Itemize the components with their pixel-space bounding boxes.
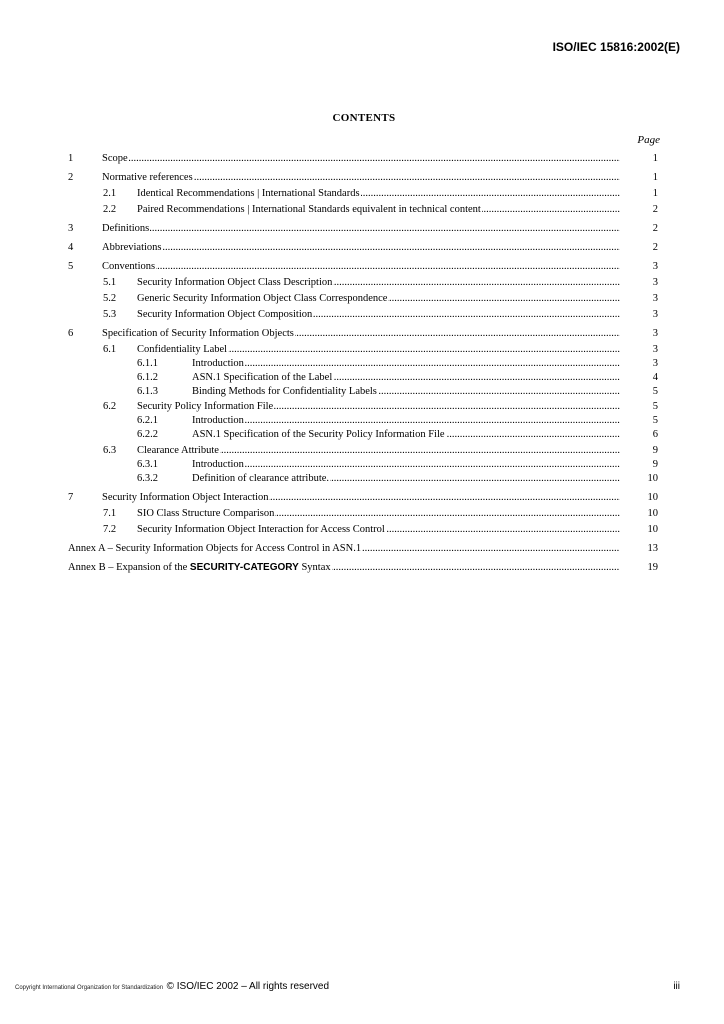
toc-entry-title: Annex B – Expansion of the SECURITY-CATEGORY Syntax	[68, 562, 331, 573]
toc-entry-page: 10	[647, 508, 658, 519]
toc-entry-number: 6	[68, 328, 74, 339]
toc-entry-leader	[137, 203, 620, 216]
toc-entry-leader	[192, 371, 620, 384]
toc-entry-page: 3	[652, 358, 658, 369]
toc-entry-leader	[137, 343, 620, 356]
toc-entry-title: SIO Class Structure Comparison	[137, 508, 275, 519]
footer-copyright-small: Copyright International Organization for Standardization	[15, 985, 164, 991]
toc-entry-leader	[192, 385, 620, 398]
toc-entry-number: 1	[68, 153, 74, 164]
toc-entry-page: 1	[652, 153, 658, 164]
toc-entry-page: 6	[652, 429, 658, 440]
toc-entry-leader	[102, 222, 620, 235]
toc-entry-number: 6.3	[103, 445, 117, 456]
toc-entry-leader	[192, 414, 620, 427]
toc-entry-page: 9	[652, 445, 658, 456]
toc-entry-page: 10	[647, 492, 658, 503]
toc-entry-title: ASN.1 Specification of the Security Policy Information File	[192, 429, 445, 440]
toc-entry[interactable]	[137, 458, 658, 471]
toc-entry[interactable]	[68, 222, 658, 235]
toc-entry-page: 3	[652, 309, 658, 320]
toc-entry-number: 7	[68, 492, 74, 503]
toc-entry[interactable]	[103, 203, 658, 216]
toc-entry-number: 2	[68, 172, 74, 183]
toc-entry-number: 6.1.3	[137, 386, 158, 397]
toc-entry-leader	[192, 472, 620, 485]
toc-entry-leader	[102, 491, 620, 504]
toc-entry[interactable]	[68, 152, 658, 165]
toc-entry[interactable]	[137, 428, 658, 441]
toc-entry[interactable]	[103, 523, 658, 536]
toc-entry-leader	[137, 523, 620, 536]
toc-entry-number: 5.1	[103, 277, 117, 288]
toc-entry-leader	[102, 152, 620, 165]
footer-copyright	[15, 981, 329, 992]
toc-entry[interactable]	[137, 472, 658, 485]
toc-entry[interactable]	[103, 444, 658, 457]
toc-entry-number: 3	[68, 223, 74, 234]
toc-entry-page: 1	[652, 188, 658, 199]
page-header-standard: ISO/IEC 15816:2002(E)	[552, 40, 680, 54]
toc-entry[interactable]	[68, 260, 658, 273]
toc-entry-title: Annex A – Security Information Objects for Access Control in ASN.1	[68, 543, 362, 554]
toc-entry-page: 3	[652, 328, 658, 339]
toc-entry-title: Security Information Object Interaction for Access Control	[137, 524, 385, 535]
toc-entry-page: 5	[652, 401, 658, 412]
toc-entry-page: 5	[652, 415, 658, 426]
footer-rights-reserved: © ISO/IEC 2002 – All rights reserved	[166, 981, 330, 992]
toc-entry-title: Normative references	[102, 172, 193, 183]
toc-entry-number: 6.3.2	[137, 473, 158, 484]
toc-entry-title: Paired Recommendations | International Standards equivalent in technical content	[137, 204, 481, 215]
toc-entry-code: SECURITY-CATEGORY	[189, 562, 299, 573]
toc-entry-page: 1	[652, 172, 658, 183]
toc-entry-page: 2	[652, 242, 658, 253]
toc-entry-page: 3	[652, 277, 658, 288]
toc-entry[interactable]	[68, 561, 658, 574]
toc-entry[interactable]	[68, 171, 658, 184]
toc-entry[interactable]	[68, 327, 658, 340]
toc-entry-title: Scope	[102, 153, 128, 164]
toc-entry-title: Security Information Object Interaction	[102, 492, 269, 503]
toc-entry-page: 10	[647, 524, 658, 535]
toc-entry-number: 6.1	[103, 344, 117, 355]
toc-entry[interactable]	[103, 276, 658, 289]
toc-entry-title: Security Information Object Class Description	[137, 277, 333, 288]
toc-entry[interactable]	[68, 241, 658, 254]
toc-entry-title: Identical Recommendations | International Standards	[137, 188, 360, 199]
toc-entry[interactable]	[68, 542, 658, 555]
toc-entry-leader	[192, 357, 620, 370]
toc-entry-number: 5.2	[103, 293, 117, 304]
toc-entry-leader	[137, 292, 620, 305]
toc-entry[interactable]	[68, 491, 658, 504]
toc-entry-title: Introduction	[192, 459, 244, 470]
toc-entry-leader	[137, 276, 620, 289]
toc-entry-number: 2.1	[103, 188, 117, 199]
toc-entry-number: 5.3	[103, 309, 117, 320]
toc-entry-number: 6.3.1	[137, 459, 158, 470]
toc-entry-number: 6.1.2	[137, 372, 158, 383]
toc-entry-title: Clearance Attribute	[137, 445, 219, 456]
toc-entry-leader	[102, 327, 620, 340]
toc-entry[interactable]	[103, 343, 658, 356]
toc-entry-page: 3	[652, 293, 658, 304]
toc-entry-leader	[137, 400, 620, 413]
toc-entry-number: 7.2	[103, 524, 117, 535]
toc-entry[interactable]	[103, 292, 658, 305]
toc-entry-leader	[192, 458, 620, 471]
toc-entry[interactable]	[137, 357, 658, 370]
toc-entry-number: 6.2	[103, 401, 117, 412]
toc-entry-page: 4	[652, 372, 658, 383]
toc-entry-number: 6.2.2	[137, 429, 158, 440]
toc-entry-title: Generic Security Information Object Class Correspondence	[137, 293, 388, 304]
toc-entry-number: 4	[68, 242, 74, 253]
toc-entry-title: Introduction	[192, 358, 244, 369]
page-column-label: Page	[637, 134, 660, 146]
contents-title: CONTENTS	[332, 112, 396, 124]
toc-entry-title: Binding Methods for Confidentiality Labels	[192, 386, 377, 397]
toc-entry[interactable]	[137, 414, 658, 427]
toc-entry[interactable]	[103, 187, 658, 200]
toc-entry-page: 9	[652, 459, 658, 470]
toc-entry[interactable]	[103, 308, 658, 321]
toc-entry-page: 13	[647, 543, 658, 554]
toc-entry-page: 2	[652, 223, 658, 234]
toc-entry-number: 6.1.1	[137, 358, 158, 369]
toc-entry-page: 2	[652, 204, 658, 215]
toc-entry[interactable]	[137, 371, 658, 384]
footer-page-number: iii	[673, 981, 680, 992]
toc-entry-title: Definitions	[102, 223, 150, 234]
toc-entry-leader	[102, 241, 620, 254]
toc-entry-number: 2.2	[103, 204, 117, 215]
toc-entry-leader	[137, 507, 620, 520]
toc-entry-number: 5	[68, 261, 74, 272]
toc-entry-leader	[68, 542, 620, 555]
toc-entry-page: 10	[647, 473, 658, 484]
toc-entry-title: ASN.1 Specification of the Label	[192, 372, 333, 383]
toc-entry-number: 7.1	[103, 508, 117, 519]
toc-entry-leader	[137, 187, 620, 200]
toc-entry-title: Definition of clearance attribute.	[192, 473, 330, 484]
toc-entry-leader	[102, 171, 620, 184]
toc-entry-title: Abbreviations	[102, 242, 162, 253]
toc-entry[interactable]	[103, 400, 658, 413]
toc-entry-title: Confidentiality Label	[137, 344, 228, 355]
toc-entry-page: 3	[652, 261, 658, 272]
toc-entry-title: Introduction	[192, 415, 244, 426]
toc-entry[interactable]	[103, 507, 658, 520]
toc-entry-leader	[102, 260, 620, 273]
toc-entry-title: Security Information Object Composition	[137, 309, 313, 320]
toc-entry-page: 19	[647, 562, 658, 573]
toc-entry-title: Specification of Security Information Objects	[102, 328, 294, 339]
toc-entry-leader	[137, 444, 620, 457]
toc-entry-leader	[192, 428, 620, 441]
toc-entry-title: Conventions	[102, 261, 156, 272]
toc-entry[interactable]	[137, 385, 658, 398]
toc-entry-leader	[68, 561, 620, 574]
toc-entry-title: Security Policy Information File	[137, 401, 274, 412]
toc-entry-page: 3	[652, 344, 658, 355]
toc-entry-page: 5	[652, 386, 658, 397]
toc-entry-number: 6.2.1	[137, 415, 158, 426]
toc-entry-leader	[137, 308, 620, 321]
